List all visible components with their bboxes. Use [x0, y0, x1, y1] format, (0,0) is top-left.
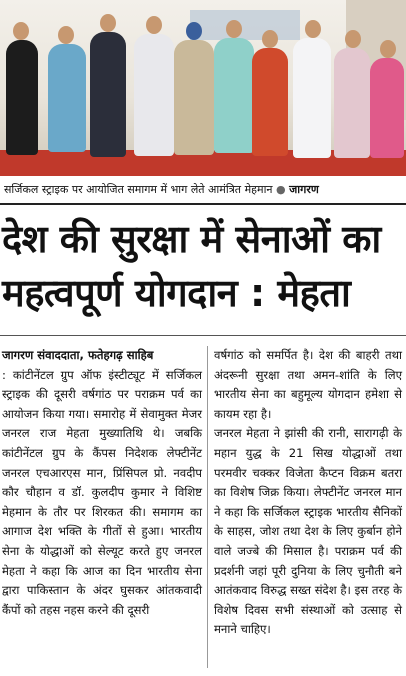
person-head: [58, 26, 74, 44]
group-photo: [0, 0, 406, 176]
headline-line-2: महत्वपूर्ण योगदान : मेहता: [2, 271, 351, 315]
person: [48, 44, 86, 152]
person-head: [13, 22, 29, 40]
column-divider: [207, 346, 208, 668]
photo-caption: [0, 180, 406, 200]
person-head: [380, 40, 396, 58]
person-head: [146, 16, 162, 34]
person: [6, 40, 38, 155]
caption-text: सर्जिकल स्ट्राइक पर आयोजित समागम में भाग लेते आमंत्रित मेहमान: [4, 183, 273, 196]
caption-source: जागरण: [289, 183, 319, 196]
headline: [2, 212, 406, 320]
article-paragraph: वर्षगांठ को समर्पित है। देश की बाहरी तथा अंदरूनी सुरक्षा तथा अमन-शांति के लिए भारतीय सेना का बहुमूल्य योगदान हमेशा से कायम रहा है।: [214, 348, 402, 421]
person: [293, 38, 331, 158]
person-head: [226, 20, 242, 38]
person-head: [305, 20, 321, 38]
person: [174, 40, 214, 155]
headline-line-1: देश की सुरक्षा में सेनाओं का: [2, 217, 381, 261]
person: [334, 48, 370, 158]
article-paragraph: जनरल मेहता ने झांसी की रानी, सारागढ़ी के महान युद्ध के 21 सिख योद्धाओं तथा परमवीर चक्कर विजेता कैप्टन विक्रम बतरा का विशेष जिक्र किया। लेफ्टीनेंट जनरल मान ने कहा कि सर्जिकल स्ट्राइक भारतीय सैनिकों के साहस, जोश तथा देश के लिए कुर्बान होने वाले जज्बे की मिसाल है। पराक्रम पर्व की प्रदर्शनी जहां पूरी दुनिया के लिए चुनौती बने आतंकवाद विरुद्ध सख्त संदेश है। इस तरह के विशेष दिवस सभी संस्थाओं को उत्साह से मनाने चाहिए।: [214, 426, 402, 637]
person: [134, 34, 174, 156]
turban-head: [186, 22, 202, 40]
person: [214, 38, 254, 153]
person-head: [345, 30, 361, 48]
person: [90, 32, 126, 157]
person: [252, 48, 288, 156]
person-head: [262, 30, 278, 48]
photo-banner: [190, 10, 300, 40]
headline-rule: [0, 335, 406, 336]
article-column-right: [214, 346, 402, 640]
byline: जागरण संवाददाता, फतेहगढ़ साहिब: [2, 348, 154, 362]
person-head: [100, 14, 116, 32]
article-column-left: [2, 346, 202, 620]
article-text-left: : कांटीनेंटल ग्रुप ऑफ इंस्टीट्यूट में सर्जिकल स्ट्राइक की दूसरी वर्षगांठ पर पराक्रम पर्व का आयोजन किया गया। समारोह में सेवामुक्त मेजर जनरल राज मेहता मुख्यातिथि थे। जबकि कांटीनेंटल ग्रुप के कैंपस निदेशक लेफ्टीनेंट जनरल एचआरएस मान, प्रिंसिपल प्रो. नवदीप कौर चौहान व डॉ. कुलदीप कुमार ने विशिष्ट मेहमान के तौर पर शिरकत की। समागम का आगाज देश भक्ति के गीतों से हुआ। भारतीय सेना के योद्धाओं को सेल्यूट करते हुए जनरल मेहता ने कहा कि आज का दिन भारतीय सेना द्वारा पाकिस्तान के अंदर घुसकर आंतकवादी कैंपों को तहस नहस करने की दूसरी: [2, 367, 202, 617]
person: [370, 58, 404, 158]
top-rule: [0, 203, 406, 205]
caption-separator: ●: [276, 183, 286, 196]
